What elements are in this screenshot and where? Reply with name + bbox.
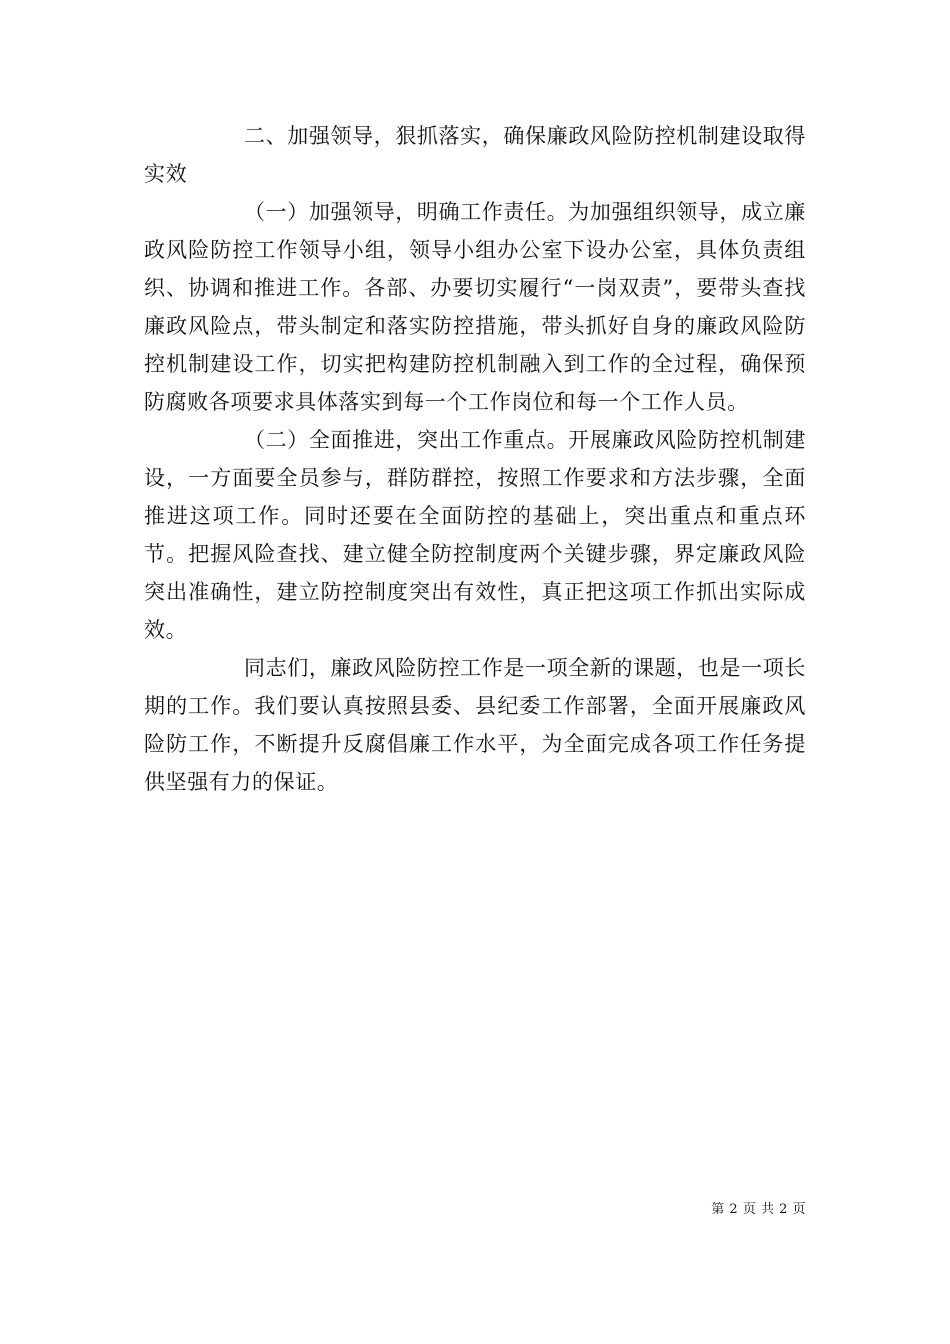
document-body — [144, 117, 806, 801]
paragraph-closing: 同志们，廉政风险防控工作是一项全新的课题，也是一项长期的工作。我们要认真按照县委、县纪委工作部署，全面开展廉政风险防工作，不断提升反腐倡廉工作水平，为全面完成各项工作任务提供坚强有力的保证。 — [144, 656, 806, 794]
page-number-footer: 第 2 页 共 2 页 — [711, 1202, 806, 1217]
paragraph-leadership: （一）加强领导，明确工作责任。为加强组织领导，成立廉政风险防控工作领导小组，领导小组办公室下设办公室，具体负责组织、协调和推进工作。各部、办要切实履行“一岗双责”，要带头查找廉政风险点，带头制定和落实防控措施，带头抓好自身的廉政风险防控机制建设工作，切实把构建防控机制融入到工作的全过程，确保预防腐败各项要求具体落实到每一个工作岗位和每一个工作人员。 — [144, 200, 806, 414]
paragraph-comprehensive-advance: （二）全面推进，突出工作重点。开展廉政风险防控机制建设，一方面要全员参与，群防群控，按照工作要求和方法步骤，全面推进这项工作。同时还要在全面防控的基础上，突出重点和重点环节。把握风险查找、建立健全防控制度两个关键步骤，界定廉政风险突出准确性，建立防控制度突出有效性，真正把这项工作抓出实际成效。 — [144, 428, 806, 642]
section-heading-two: 二、加强领导，狠抓落实，确保廉政风险防控机制建设取得实效 — [144, 124, 806, 186]
